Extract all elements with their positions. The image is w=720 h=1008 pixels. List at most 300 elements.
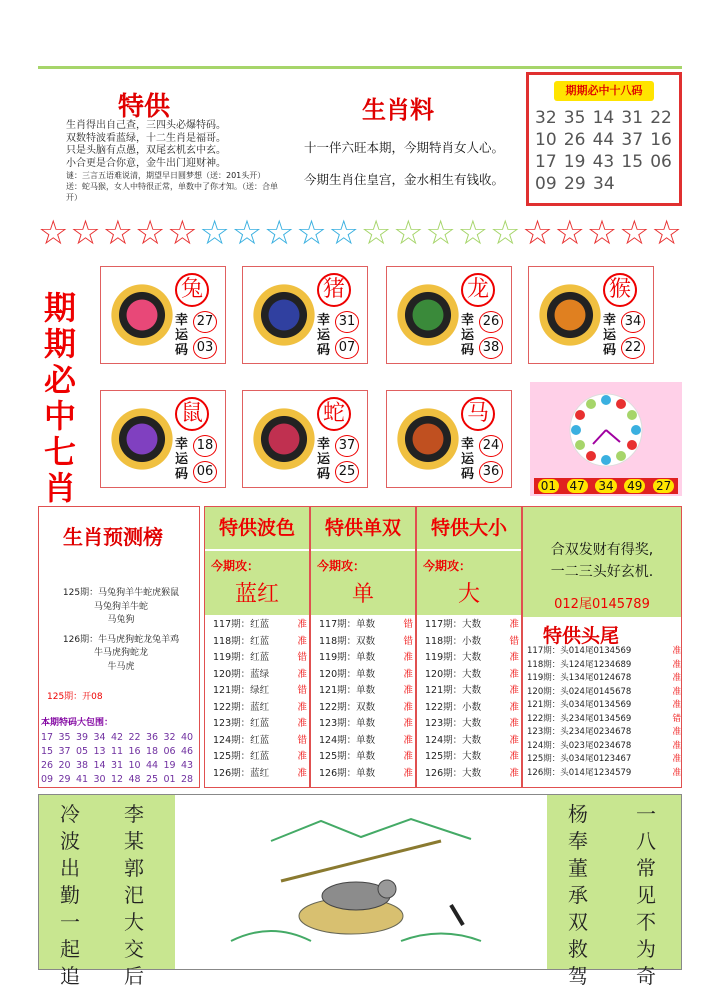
clock-dot: [616, 451, 626, 461]
bag-number: 41: [76, 774, 89, 785]
result-mark: 准: [297, 751, 307, 762]
bag-number: 06: [163, 746, 176, 757]
result-row: [425, 617, 519, 634]
bag-number: 28: [181, 774, 194, 785]
predict-line: 马兔狗羊牛蛇: [93, 601, 148, 612]
touwei-issue: 118期：头124尾1234689: [527, 659, 632, 670]
predict-line: 马兔狗: [107, 615, 135, 625]
bose-attack-label: 今期攻：: [211, 559, 260, 573]
star-icon: ☆: [522, 213, 553, 253]
issue-label: 119期：大数: [425, 652, 482, 663]
eighteen-box: [526, 72, 682, 206]
poem-char: 冷: [60, 802, 80, 826]
poem-char: 后: [124, 964, 144, 988]
eighteen-number: 37: [621, 130, 644, 150]
bag-row: [41, 731, 199, 745]
result-mark: 准: [403, 767, 413, 779]
result-mark: 准: [403, 718, 413, 729]
poem-char: 李: [124, 802, 144, 826]
clock-dot: [586, 399, 596, 409]
result-mark: 准: [297, 668, 307, 680]
eighteen-row: [535, 151, 679, 173]
result-mark: 准: [672, 659, 681, 670]
poem-col: [59, 801, 81, 990]
predict-line: 125期：马兔狗羊牛蛇虎猴鼠: [62, 588, 180, 598]
result-row: [425, 749, 519, 766]
bag-number: 30: [93, 774, 106, 785]
shengxiao-title: 生肖料: [362, 96, 434, 124]
clock-number: 49: [624, 479, 645, 493]
luck-number: 06: [193, 461, 217, 483]
issue-label: 123期：大数: [425, 718, 482, 729]
clock-dot: [616, 399, 626, 409]
poem-char: 一: [60, 910, 80, 934]
zodiac-papercut-image: [111, 275, 173, 355]
result-mark: 准: [509, 751, 519, 762]
result-mark: 准: [297, 619, 307, 630]
issue-label: 118期：双数: [319, 635, 376, 647]
bag-number: 01: [163, 774, 176, 785]
result-row: [319, 716, 413, 733]
poem-char: 郭: [124, 856, 144, 880]
poem-char: 交: [124, 937, 144, 961]
bag-number: 09: [41, 774, 54, 785]
star-icon: ☆: [586, 213, 618, 253]
poem-char: 不: [636, 910, 656, 934]
result-mark: 准: [297, 767, 307, 779]
result-row: [213, 733, 307, 750]
poem-char: 为: [636, 937, 656, 961]
star-icon: ☆: [296, 213, 327, 253]
bag-number: 12: [111, 774, 124, 785]
poem-char: 汜: [124, 883, 144, 907]
result-mark: 准: [509, 652, 519, 663]
issue-label: 125期：单数: [319, 751, 376, 762]
poem-col: [567, 801, 589, 990]
clock-dot: [631, 425, 641, 435]
issue-label: 120期：蓝绿: [213, 668, 270, 680]
clock-dot: [601, 455, 611, 465]
touwei-row: [527, 686, 681, 700]
touwei-row: [527, 659, 681, 673]
bag-number: 13: [93, 746, 106, 757]
result-row: [425, 667, 519, 684]
result-row: [213, 650, 307, 667]
result-mark: 准: [672, 700, 681, 710]
result-mark: 准: [509, 718, 519, 729]
touwei-row: [527, 767, 681, 781]
touwei-row: [527, 713, 681, 727]
result-mark: 错: [297, 652, 307, 663]
poem-char: 奇: [636, 964, 656, 988]
predict-panel: [38, 506, 200, 788]
eighteen-number: 16: [650, 130, 672, 150]
bag-number: 39: [76, 732, 89, 743]
bag-number: 17: [41, 732, 54, 743]
star-icon: ☆: [425, 213, 456, 253]
touwei-row: [527, 645, 681, 659]
issue-label: 122期：小数: [425, 701, 482, 713]
poem-char: 救: [568, 937, 588, 961]
touwei-row: [527, 753, 681, 767]
result-row: [425, 766, 519, 783]
bag-number: 10: [128, 760, 141, 771]
clock-number: 34: [595, 479, 616, 493]
result-mark: 准: [509, 685, 519, 696]
daxiao-attack-box: [417, 551, 521, 615]
poem-col: [635, 801, 657, 990]
result-mark: 错: [509, 635, 519, 647]
poem-char: 常: [636, 856, 656, 880]
zodiac-name: 蛇: [317, 397, 351, 431]
seven-title: [40, 290, 80, 506]
eighteen-number: 32: [535, 108, 557, 128]
poem-char: 驾: [568, 964, 588, 988]
seven-title-char: 中: [43, 397, 76, 435]
clock-dot: [586, 451, 596, 461]
tegong-title: 特供: [118, 92, 171, 122]
poem-char: 双: [568, 910, 588, 934]
result-row: [213, 634, 307, 651]
touwei-slogan2: 一二三头好玄机.: [550, 564, 654, 580]
tegong-note: 送：蛇马猴，女人中特很正常，单数中了你才知。（送：合单开）: [66, 182, 278, 202]
zodiac-card: [528, 266, 654, 364]
bose-rows: [213, 617, 307, 782]
tegong-line: 生肖得出自己查，三四头必爆特码。: [66, 120, 226, 131]
touwei-row: [527, 740, 681, 754]
bose-title: 特供波色: [205, 507, 309, 549]
bag-number: 20: [58, 760, 71, 771]
zodiac-name: 兔: [175, 273, 209, 307]
predict-title: 生肖预测榜: [63, 525, 163, 549]
luck-label: 幸运码: [175, 313, 189, 358]
result-row: [213, 749, 307, 766]
result-row: [425, 634, 519, 651]
poem-char: 一: [636, 802, 656, 826]
eighteen-title: 期期必中十八码: [554, 81, 654, 101]
zodiac-name: 猪: [317, 273, 351, 307]
bag-number: 29: [58, 774, 71, 785]
zodiac-papercut-image: [111, 399, 173, 479]
result-mark: 准: [297, 635, 307, 647]
issue-label: 121期：绿红: [213, 685, 270, 696]
clock-dot: [627, 410, 637, 420]
star-row: [38, 213, 682, 253]
issue-label: 126期：蓝红: [213, 767, 270, 779]
star-icon: ☆: [70, 213, 101, 253]
tegong-line: 双数特波看蓝绿，十二生肖是福哥。: [66, 132, 226, 144]
touwei-issue: 122期：头234尾0134569: [527, 713, 632, 724]
daxiao-panel: [416, 506, 522, 788]
touwei-issue: 120期：头024尾0145678: [527, 686, 632, 697]
bag-number: 32: [163, 732, 176, 743]
bag-number: 42: [111, 732, 124, 743]
predict-open: 125期：开08: [47, 692, 103, 702]
zodiac-papercut-image: [253, 399, 315, 479]
result-mark: 错: [297, 685, 307, 696]
issue-label: 124期：红蓝: [213, 734, 270, 746]
daxiao-rows: [425, 617, 519, 782]
star-icon: ☆: [167, 213, 198, 253]
poem-char: 追: [60, 964, 80, 988]
poem-char: 起: [60, 937, 80, 961]
issue-label: 126期：单数: [319, 767, 376, 779]
star-icon: ☆: [360, 213, 392, 253]
eighteen-number: 09: [535, 174, 557, 194]
poem-char: 承: [568, 883, 588, 907]
issue-label: 122期：双数: [319, 701, 376, 713]
luck-number: 03: [193, 337, 217, 359]
luck-label: 幸运码: [317, 313, 331, 358]
daxiao-title: 特供大小: [417, 507, 521, 549]
result-mark: 错: [403, 619, 413, 630]
result-mark: 准: [403, 685, 413, 696]
zodiac-name: 猴: [603, 273, 637, 307]
luck-number: 31: [335, 311, 359, 333]
luck-number: 37: [335, 435, 359, 457]
bag-grid: [41, 731, 199, 787]
issue-label: 121期：单数: [319, 685, 376, 696]
result-row: [425, 716, 519, 733]
bag-number: 19: [163, 760, 176, 771]
eighteen-number: 35: [563, 108, 586, 128]
result-row: [319, 733, 413, 750]
result-row: [319, 683, 413, 700]
clock-dot: [627, 440, 637, 450]
result-mark: 准: [672, 673, 681, 683]
zodiac-card: [386, 266, 512, 364]
star-icon: ☆: [263, 213, 295, 253]
issue-label: 123期：红蓝: [213, 718, 270, 729]
bag-number: 35: [58, 732, 71, 743]
star-icon: ☆: [102, 213, 134, 253]
zodiac-card: [242, 390, 368, 488]
eighteen-number: 19: [563, 152, 586, 172]
issue-label: 123期：单数: [319, 718, 376, 729]
result-mark: 准: [672, 686, 681, 697]
luck-number: 36: [479, 461, 503, 483]
touwei-rows: [527, 645, 681, 780]
seven-title-char: 必: [43, 361, 76, 399]
bag-number: 46: [181, 746, 194, 757]
touwei-title: 特供头尾: [543, 625, 620, 647]
poem-char: 八: [636, 829, 656, 853]
bag-title: 本期特码大包围：: [41, 718, 114, 728]
result-row: [319, 634, 413, 651]
clock-number: 27: [653, 479, 674, 493]
result-mark: 错: [672, 713, 681, 724]
eighteen-number: 43: [592, 152, 615, 172]
result-mark: 准: [509, 668, 519, 680]
eighteen-row: [535, 107, 679, 129]
touwei-head: [523, 507, 681, 617]
result-mark: 准: [403, 734, 413, 746]
poem-char: 大: [124, 910, 144, 934]
bag-number: 26: [41, 760, 54, 771]
bag-number: 31: [111, 760, 124, 771]
seven-title-char: 期: [43, 325, 76, 363]
poem-char: 奉: [568, 829, 588, 853]
luck-label: 幸运码: [175, 437, 189, 482]
zodiac-name: 马: [461, 397, 495, 431]
clock-dot: [575, 440, 585, 450]
result-row: [425, 700, 519, 717]
luck-number: 27: [193, 311, 217, 333]
result-row: [319, 617, 413, 634]
touwei-issue: 121期：头034尾0134569: [527, 700, 632, 710]
eighteen-number: 26: [563, 130, 586, 150]
eighteen-number: 29: [564, 174, 586, 194]
zodiac-card: [100, 390, 226, 488]
eighteen-number: 10: [535, 130, 557, 150]
touwei-row: [527, 672, 681, 686]
bag-number: 40: [181, 732, 194, 743]
eighteen-number: 44: [592, 130, 615, 150]
poem-char: 董: [568, 856, 588, 880]
zodiac-name: 龙: [461, 273, 495, 307]
result-row: [425, 733, 519, 750]
touwei-code: 012尾0145789: [554, 597, 650, 612]
star-icon: ☆: [393, 213, 424, 253]
seven-title-char: 七: [43, 433, 76, 471]
tegong-poem: [66, 120, 286, 203]
bag-number: 43: [181, 760, 194, 771]
result-mark: 准: [509, 619, 519, 630]
touwei-row: [527, 726, 681, 740]
clock-illustration: [530, 382, 682, 478]
luck-number: 07: [335, 337, 359, 359]
result-row: [213, 683, 307, 700]
star-icon: ☆: [489, 213, 521, 253]
touwei-issue: 126期：头014尾1234579: [527, 767, 632, 778]
bag-number: 37: [58, 746, 71, 757]
result-mark: 准: [672, 740, 681, 751]
clock-panel: [530, 382, 682, 496]
clock-dot: [601, 395, 611, 405]
luck-label: 幸运码: [317, 437, 331, 482]
poem-col: [123, 801, 145, 990]
result-row: [213, 700, 307, 717]
poem-char: 某: [124, 829, 144, 853]
cat-illustration: [211, 801, 501, 961]
seven-title-char: 肖: [43, 469, 76, 507]
touwei-slogan1: 合双发财有得奖,: [550, 542, 654, 558]
eighteen-number: 17: [535, 152, 557, 172]
eighteen-grid: [529, 101, 679, 195]
touwei-panel: [522, 506, 682, 788]
shengxiao-line2: 今期生肖住皇宫，金水相生有钱收。: [304, 172, 505, 187]
issue-label: 119期：单数: [319, 652, 376, 663]
result-mark: 准: [403, 751, 413, 762]
zodiac-card: [242, 266, 368, 364]
issue-label: 126期：大数: [425, 767, 482, 779]
issue-label: 118期：红蓝: [213, 635, 270, 647]
shengxiao-line1: 十一伴六旺本期，今期特肖女人心。: [304, 140, 505, 155]
tegong-note: 谜：三言五语难说清，期望早日圆梦想（送：201头开）: [66, 171, 266, 180]
bose-panel: [204, 506, 310, 788]
poem-char: 见: [636, 883, 656, 907]
bag-number: 18: [146, 746, 159, 757]
luck-number: 24: [479, 435, 503, 457]
issue-label: 120期：单数: [319, 668, 376, 680]
luck-number: 34: [621, 311, 645, 333]
issue-label: 124期：大数: [425, 734, 482, 746]
result-row: [319, 749, 413, 766]
poem-char: 波: [60, 829, 80, 853]
issue-label: 118期：小数: [425, 635, 482, 647]
star-icon: ☆: [134, 213, 166, 253]
touwei-row: [527, 699, 681, 713]
luck-label: 幸运码: [603, 313, 617, 358]
bag-number: 25: [146, 774, 159, 785]
star-icon: ☆: [457, 213, 489, 253]
tegong-line: 小合更是合你意，金牛出门迎财神。: [66, 157, 226, 169]
issue-label: 119期：红蓝: [213, 652, 270, 663]
poem-right: [547, 795, 681, 988]
touwei-issue: 125期：头034尾0123467: [527, 754, 632, 764]
luck-label: 幸运码: [461, 313, 475, 358]
zodiac-papercut-image: [253, 275, 315, 355]
result-row: [213, 667, 307, 684]
bag-number: 44: [146, 760, 159, 771]
result-mark: 准: [403, 701, 413, 713]
issue-label: 117期：大数: [425, 619, 482, 630]
issue-label: 117期：红蓝: [213, 619, 270, 630]
bag-number: 48: [128, 774, 141, 785]
bag-number: 38: [76, 760, 89, 771]
result-row: [319, 650, 413, 667]
luck-number: 25: [335, 461, 359, 483]
bose-attack-box: [205, 551, 309, 615]
zodiac-papercut-image: [397, 275, 459, 355]
predict-line: 牛马虎狗蛇龙: [93, 648, 148, 658]
star-icon: ☆: [328, 213, 360, 253]
luck-label: 幸运码: [461, 437, 475, 482]
result-row: [213, 617, 307, 634]
bag-row: [41, 759, 199, 773]
seven-title-char: 期: [43, 289, 76, 327]
danshuang-title: 特供单双: [311, 507, 415, 549]
result-row: [213, 716, 307, 733]
eighteen-number: 15: [621, 152, 644, 172]
result-row: [425, 683, 519, 700]
luck-number: 38: [479, 337, 503, 359]
star-icon: ☆: [619, 213, 650, 253]
tegong-line: 只是头脑有点愚，双尾玄机玄中玄。: [66, 145, 226, 156]
touwei-issue: 117期：头014尾0134569: [527, 646, 632, 656]
result-mark: 准: [509, 701, 519, 713]
issue-label: 121期：大数: [425, 685, 482, 696]
star-icon: ☆: [651, 213, 682, 253]
bag-number: 05: [76, 746, 89, 757]
result-mark: 准: [509, 767, 519, 779]
result-mark: 准: [297, 701, 307, 713]
star-icon: ☆: [231, 213, 263, 253]
danshuang-attack-value: 单: [351, 582, 374, 607]
result-row: [319, 766, 413, 783]
eighteen-number: 06: [650, 152, 672, 172]
clock-number: 01: [538, 479, 559, 493]
poem-left: [39, 795, 175, 988]
luck-number: 22: [621, 337, 645, 359]
bag-number: 34: [93, 732, 106, 743]
clock-dot: [575, 410, 585, 420]
eighteen-number: 22: [650, 108, 672, 128]
bag-number: 15: [41, 746, 54, 757]
bose-attack-value: 蓝红: [234, 582, 279, 607]
predict-line: 126期：牛马虎狗蛇龙兔羊鸡: [62, 634, 180, 645]
touwei-issue: 123期：头234尾0234678: [527, 727, 632, 737]
